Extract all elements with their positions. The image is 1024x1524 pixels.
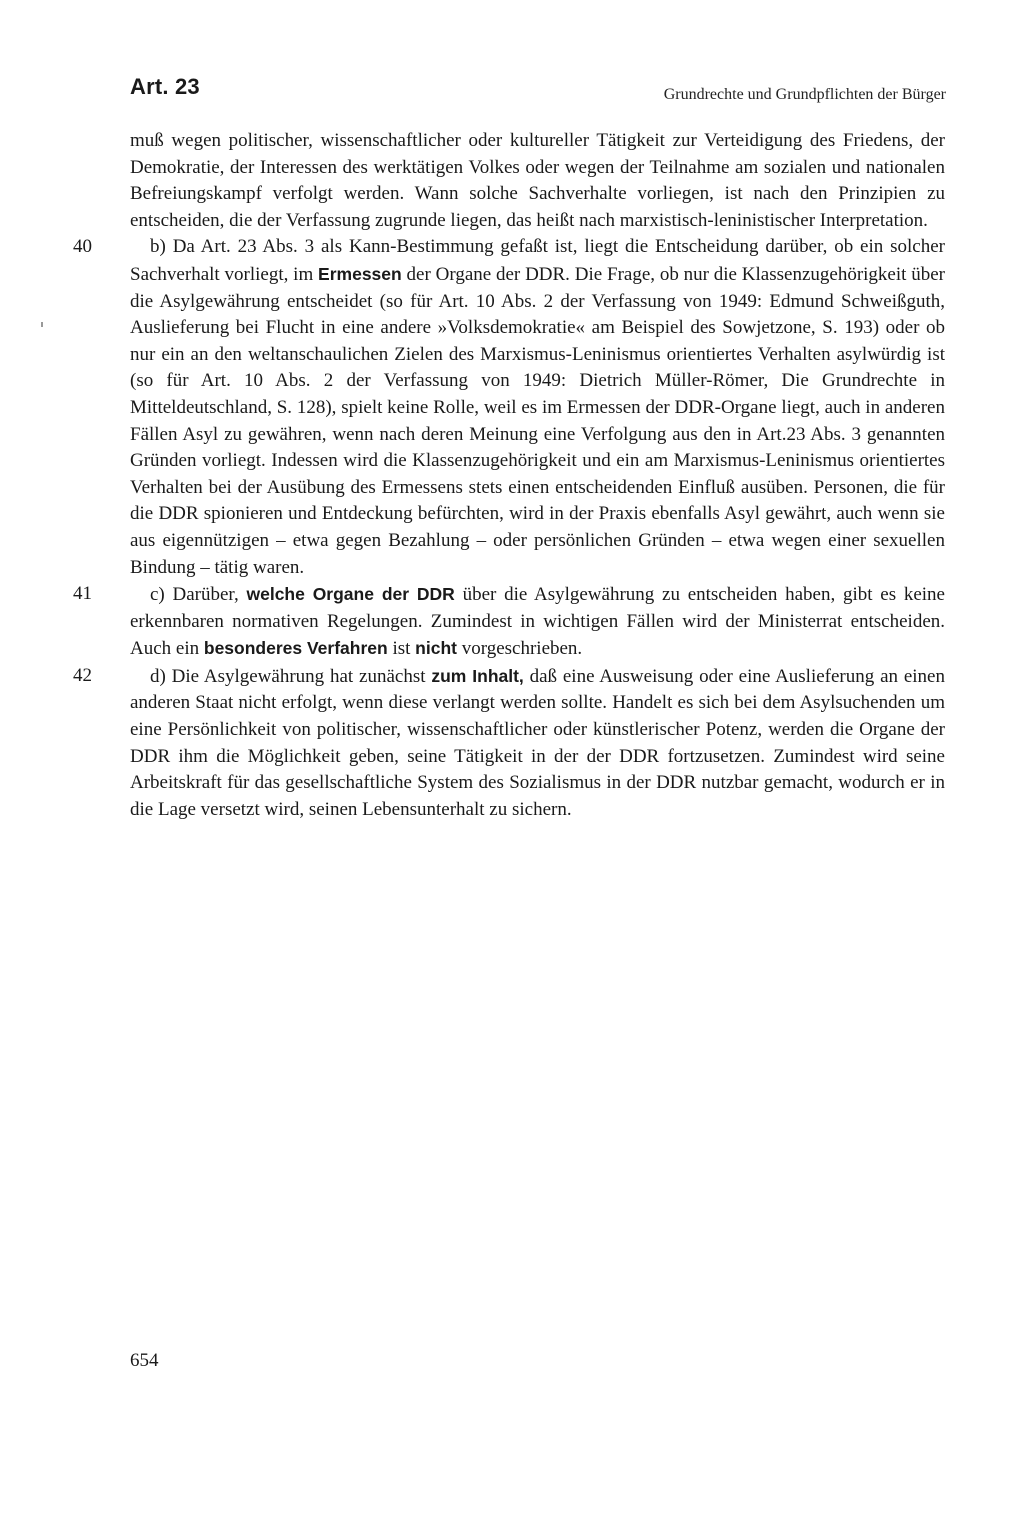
marginal-number: 41 xyxy=(73,583,92,605)
highlighted-term: nicht xyxy=(415,638,457,659)
text-segment: ist xyxy=(387,638,416,660)
body-text xyxy=(73,128,945,823)
paragraph-41 xyxy=(73,581,945,663)
marginal-number: 40 xyxy=(73,236,92,258)
text-segment: über die Asylgewährung zu entscheiden haben, gibt es keine erkennbaren normativen Regelungen. Zumindest in wichtigen Fällen wird der Ministerrat entscheiden. Auch ein xyxy=(130,584,945,660)
page-number: 654 xyxy=(130,1350,159,1371)
highlighted-term: welche Organe der DDR xyxy=(246,584,455,605)
text-segment: b) Da Art. 23 Abs. 3 als Kann-Bestimmung gefaßt ist, liegt die Entscheidung darüber, ob ein solcher Sachverhalt vorliegt, im xyxy=(130,236,945,285)
text-segment: daß eine Ausweisung oder eine Auslieferung an einen anderen Staat nicht erfolgt, wenn diese verlangt werden sollte. Handelt es sich bei dem Asylsuchenden um eine Persönlichkeit von politischer, wissenschaftlicher oder künstlerischer Potenz, werden die Organe der DDR ihm die Möglichkeit geben, seine Tätigkeit in der der DDR fortzusetzen. Zumindest wird seine Arbeitskraft für das gesellschaftliche System des Sozialismus in der DDR nutzbar gemacht, wodurch er in die Lage versetzt wird, seinen Lebensunterhalt zu sichern. xyxy=(130,665,945,820)
running-title: Grundrechte und Grundpflichten der Bürger xyxy=(663,86,946,103)
paragraph-40 xyxy=(73,234,945,581)
scan-speck xyxy=(41,322,43,327)
highlighted-term: besonderes Verfahren xyxy=(203,638,388,659)
text-segment: d) Die Asylgewährung hat zunächst xyxy=(150,665,432,687)
text-segment: c) Darüber, xyxy=(150,584,247,606)
paragraph-42 xyxy=(73,663,945,824)
highlighted-term: Ermessen xyxy=(318,263,402,284)
highlighted-term: zum Inhalt, xyxy=(431,665,524,686)
text-segment: vorgeschrieben. xyxy=(456,638,583,660)
text-segment: der Organe der DDR. Die Frage, ob nur die Klassenzugehörigkeit über die Asylgewährung entscheidet (so für Art. 10 Abs. 2 der Verfassung von 1949: Edmund Schweißguth, Auslieferung bei Flucht in eine andere »Volksdemokratie« am Beispiel des Sowjetzone, S. 193) oder ob nur ein an den weltanschaulichen Zielen des Marxismus-Leninismus orientiertes Verhalten asylwürdig ist (so für Art. 10 Abs. 2 der Verfassung von 1949: Dietrich Müller-Römer, Die Grundrechte in Mitteldeutschland, S. 128), spielt keine Rolle, weil es im Ermessen der DDR-Organe liegt, auch in anderen Fällen Asyl zu gewähren, wenn nach deren Meinung eine Verfolgung aus den in Art.23 Abs. 3 genannten Gründen vorliegt. Indessen wird die Klassenzugehörigkeit und ein am Marxismus-Leninismus orientiertes Verhalten bei der Ausübung des Ermessens stets einen entscheidenden Einfluß ausüben. Personen, die für die DDR spionieren und Entdeckung befürchten, wird in der Praxis ebenfalls Asyl gewährt, auch wenn sie aus eigennützigen – etwa gegen Bezahlung – oder persönlichen Gründen – etwa wegen einer sexuellen Bindung – tätig waren. xyxy=(130,263,945,578)
article-number: Art. 23 xyxy=(130,74,200,99)
marginal-number: 42 xyxy=(73,664,92,686)
paragraph-continued xyxy=(130,128,945,234)
text-segment: muß wegen politischer, wissenschaftlicher oder kultureller Tätigkeit zur Verteidigung des Friedens, der Demokratie, der Interessen des werktätigen Volkes oder wegen der Teilnahme am sozialen und nationalen Befreiungskampf verfolgt werden. Wann solche Sachverhalte vorliegen, ist nach den Prinzipien zu entscheiden, die der Verfassung zugrunde liegen, das heißt nach marxistisch-leninistischer Interpretation. xyxy=(130,130,945,231)
